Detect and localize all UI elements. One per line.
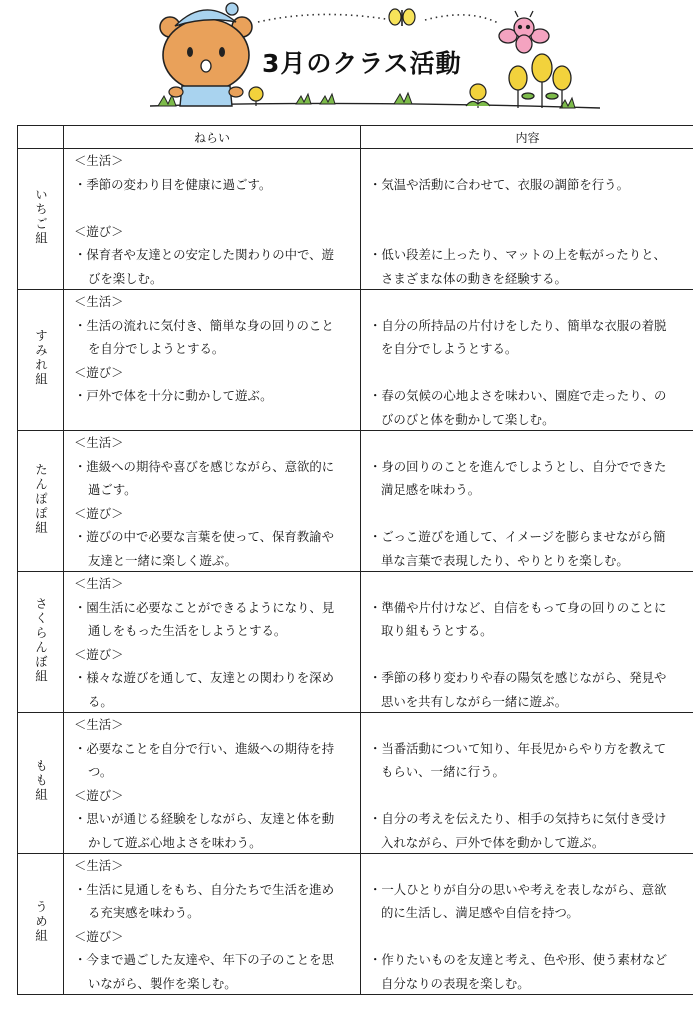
content-line: 自分なりの表現を楽しむ。 <box>381 975 530 991</box>
flower-icon <box>466 84 490 108</box>
page-title: 3月のクラス活動 <box>262 49 462 78</box>
aim-line: いながら、製作を楽しむ。 <box>88 975 237 991</box>
aims-cell <box>64 713 361 854</box>
aim-line: ・保育者や友達との安定した関わりの中で、遊 <box>74 247 334 262</box>
class-name-cell <box>18 149 64 290</box>
table-row <box>18 854 693 995</box>
class-name-cell <box>18 854 64 995</box>
aim-line: ・進級への期待や喜びを感じながら、意欲的に <box>74 458 335 474</box>
content-line: びのびと体を動かして楽しむ。 <box>381 411 555 427</box>
class-name: もも組 <box>33 759 49 803</box>
content-cell <box>361 149 693 290</box>
content-line: ・自分の所持品の片付けをしたり、簡単な衣服の着脱 <box>369 317 667 333</box>
content-line: ・当番活動について知り、年長児からやり方を教えて <box>369 740 667 756</box>
bear-mascot-icon <box>160 3 252 106</box>
class-name-cell <box>18 290 64 431</box>
aim-line: ・様々な遊びを通して、友達との関わりを深め <box>74 670 334 685</box>
table-row <box>18 290 693 431</box>
class-name: さくらんぼ組 <box>33 596 49 684</box>
aim-line: ・思いが通じる経験をしながら、友達と体を動 <box>74 811 335 826</box>
table-header-row <box>18 126 693 149</box>
content-line: もらい、一緒に行う。 <box>381 764 505 779</box>
table-row <box>18 572 693 713</box>
life-heading: ＜生活＞ <box>74 717 124 732</box>
content-line: 取り組もうとする。 <box>381 623 493 638</box>
class-name: たんぽぽ組 <box>33 462 49 536</box>
class-name-cell <box>18 713 64 854</box>
aim-line: る。 <box>88 693 113 709</box>
aim-line: ・戸外で体を十分に動かして遊ぶ。 <box>74 388 273 403</box>
play-heading: ＜遊び＞ <box>74 223 124 239</box>
column-header-aims: ねらい <box>64 126 361 149</box>
content-cell <box>361 290 693 431</box>
aims-cell <box>64 572 361 713</box>
content-line: ・自分の考えを伝えたり、相手の気持ちに気付き受け <box>369 811 667 826</box>
content-line: ・低い段差に上ったり、マットの上を転がったりと、 <box>369 247 666 262</box>
aim-line: ・生活に見通しをもち、自分たちで生活を進め <box>74 881 335 897</box>
aim-line: ・生活の流れに気付き、簡単な身の回りのこと <box>74 317 334 333</box>
content-cell <box>361 572 693 713</box>
content-line: 思いを共有しながら一緒に遊ぶ。 <box>381 693 568 709</box>
content-line: ・気温や活動に合わせて、衣服の調節を行う。 <box>369 176 629 192</box>
aims-cell <box>64 290 361 431</box>
aim-line: る充実感を味わう。 <box>88 905 200 920</box>
class-name-cell <box>18 431 64 572</box>
play-heading: ＜遊び＞ <box>74 364 124 380</box>
content-line: ・季節の移り変わりや春の陽気を感じながら、発見や <box>369 670 667 685</box>
content-line: 満足感を味わう。 <box>381 482 481 497</box>
life-heading: ＜生活＞ <box>74 435 124 450</box>
content-line: ・作りたいものを友達と考え、色や形、使う素材など <box>369 952 668 967</box>
life-heading: ＜生活＞ <box>74 294 124 309</box>
content-line: を自分でしようとする。 <box>381 341 518 356</box>
table-row <box>18 713 693 854</box>
class-name: いちご組 <box>33 188 49 246</box>
aim-line: ・今まで過ごした友達や、年下の子のことを思 <box>74 952 334 967</box>
content-line: ・準備や片付けなど、自信をもって身の回りのことに <box>369 599 667 615</box>
page-header <box>0 0 693 118</box>
content-line: 単な言葉で表現したり、やりとりを楽しむ。 <box>381 552 629 568</box>
content-cell <box>361 431 693 572</box>
content-line: 入れながら、戸外で体を動かして遊ぶ。 <box>381 834 605 850</box>
aims-cell <box>64 854 361 995</box>
play-heading: ＜遊び＞ <box>74 646 124 662</box>
aim-line: を自分でしようとする。 <box>88 341 225 356</box>
aim-line: ・季節の変わり目を健康に過ごす。 <box>74 176 272 192</box>
class-name-cell <box>18 572 64 713</box>
play-heading: ＜遊び＞ <box>74 787 124 803</box>
content-line: ・一人ひとりが自分の思いや考えを表しながら、意欲 <box>369 881 667 897</box>
aim-line: ・遊びの中で必要な言葉を使って、保育教諭や <box>74 529 334 544</box>
play-heading: ＜遊び＞ <box>74 505 124 521</box>
aim-line: つ。 <box>88 764 113 779</box>
content-line: ・春の気候の心地よさを味わい、園庭で走ったり、の <box>369 388 667 403</box>
table-row <box>18 149 693 290</box>
aims-cell <box>64 149 361 290</box>
column-header-content: 内容 <box>361 126 693 149</box>
content-cell <box>361 713 693 854</box>
header-corner-cell <box>18 126 64 149</box>
aim-line: ・必要なことを自分で行い、進級への期待を持 <box>74 740 335 756</box>
life-heading: ＜生活＞ <box>74 576 124 591</box>
content-line: さまざまな体の動きを経験する。 <box>381 270 567 286</box>
content-line: ・身の回りのことを進んでしようとし、自分でできた <box>369 458 667 474</box>
aims-cell <box>64 431 361 572</box>
aim-line: 過ごす。 <box>88 482 137 497</box>
table-row <box>18 431 693 572</box>
content-line: ・ごっこ遊びを通して、イメージを膨らませながら簡 <box>369 529 666 544</box>
play-heading: ＜遊び＞ <box>74 928 124 944</box>
aim-line: かして遊ぶ心地よさを味わう。 <box>88 834 262 850</box>
life-heading: ＜生活＞ <box>74 858 124 873</box>
aim-line: 通しをもった生活をしようとする。 <box>88 623 287 638</box>
bee-mascot-icon <box>499 11 549 53</box>
aim-line: びを楽しむ。 <box>88 270 163 286</box>
content-line: 的に生活し、満足感や自信を持つ。 <box>381 905 579 920</box>
butterfly-icon <box>389 9 415 26</box>
flower-icon <box>509 54 571 108</box>
content-cell <box>361 854 693 995</box>
life-heading: ＜生活＞ <box>74 153 124 168</box>
class-activity-table <box>17 125 693 995</box>
aim-line: ・園生活に必要なことができるようになり、見 <box>74 599 335 615</box>
aim-line: 友達と一緒に楽しく遊ぶ。 <box>88 552 237 568</box>
class-name: うめ組 <box>33 900 49 944</box>
class-name: すみれ組 <box>33 329 49 387</box>
